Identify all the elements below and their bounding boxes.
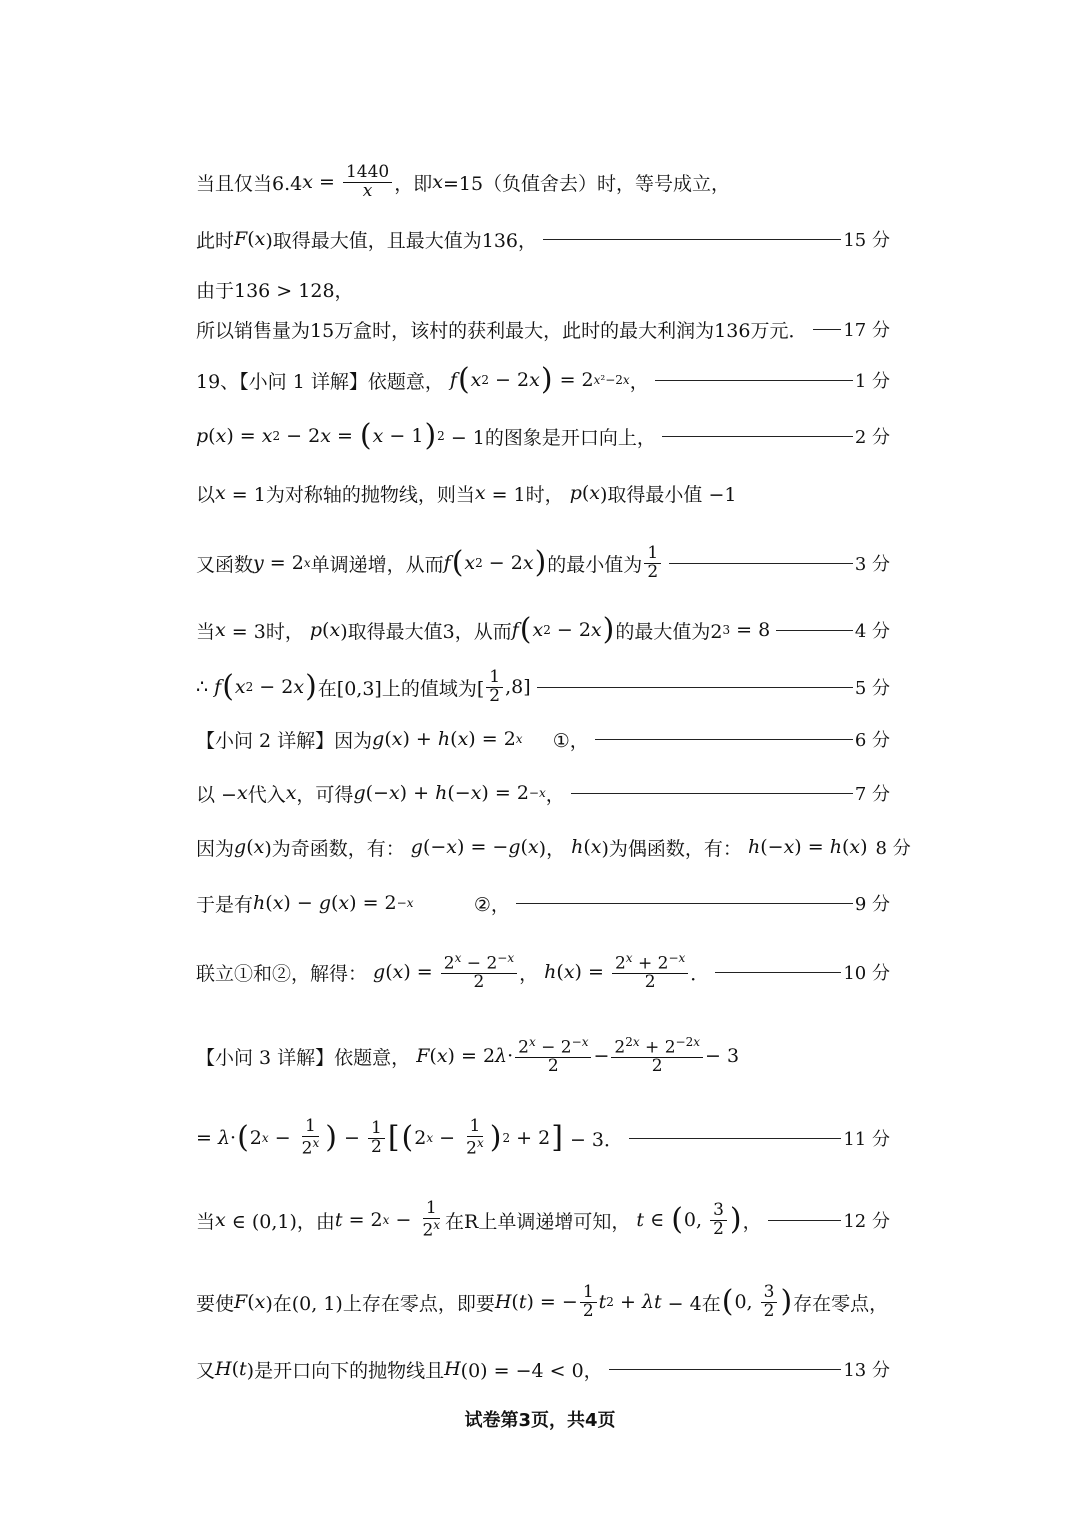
line-text: 【小问 2 详解】因为 g ( x ) + h ( x ) = 2 x ①， — [196, 728, 589, 752]
line-text: = λ · ( 2 x − $\frac{1}{2^x}$ ) − $\frac{1}{2}$ [ ( 2 x − $\frac{1}{2^x}$ ) 2 + 2 ] − 3． — [196, 1115, 623, 1159]
fraction: $\frac{1}{2}$ — [580, 1284, 597, 1321]
solution-line — [196, 722, 890, 756]
line-text: 19、【小问 1 详解】依题意， f ( x 2 − 2 x ) = 2 x²−2x ， — [196, 362, 649, 397]
score-label: 6 分 — [854, 730, 890, 751]
fraction: $\frac{3}{2}$ — [710, 1202, 727, 1239]
score-label: 12 分 — [843, 1211, 890, 1232]
fraction: $\frac{1440}{x}$ — [343, 164, 392, 201]
dotted-leader — [595, 739, 853, 740]
solution-line — [196, 1192, 890, 1248]
solution-line — [196, 830, 911, 864]
line-text: 由于136 > 128， — [196, 279, 354, 302]
dotted-leader — [715, 972, 841, 973]
solution-line — [196, 1274, 890, 1330]
solution-line — [196, 272, 890, 306]
solution-line — [196, 222, 890, 256]
solution-line — [196, 1352, 890, 1386]
line-text: 当 x = 3时， p ( x )取得最大值3，从而 f ( x 2 − 2 x ) 的最大值为2 3 = 8 — [196, 612, 771, 647]
line-text: 【小问 3 详解】依题意， F ( x ) = 2 λ · $\frac{2^x - 2^{-x}}{2}$ − $\frac{2^{2x} + 2^{-2x}}{2}$ − 3 — [196, 1034, 740, 1077]
solution-line — [196, 158, 890, 206]
score-label: 1 分 — [854, 371, 890, 392]
solution-line — [196, 886, 890, 920]
line-text: 以 x = 1为对称轴的抛物线，则当 x = 1时， p ( x )取得最小值 −1 — [196, 482, 737, 506]
line-text: 当 x ∈ (0,1)，由 t = 2 x − $\frac{1}{2^x}$ 在R上单调递增可知， t ∈ ( 0, $\frac{3}{2}$ ) ， — [196, 1197, 762, 1241]
score-label: 15 分 — [843, 230, 890, 251]
score-label: 5 分 — [854, 678, 890, 699]
score-label: 3 分 — [854, 554, 890, 575]
solution-line — [196, 476, 890, 510]
dotted-leader — [543, 239, 841, 240]
solution-line — [196, 944, 890, 1000]
fraction: $\frac{1}{2^x}$ — [422, 1197, 441, 1241]
score-label: 2 分 — [854, 427, 890, 448]
line-text: 以 − x 代入 x ，可得 g (− x ) + h (− x ) = 2 −x ， — [196, 782, 565, 806]
dotted-leader — [629, 1138, 841, 1139]
fraction: $\frac{1}{2^x}$ — [466, 1115, 484, 1159]
fraction: $\frac{1}{2^x}$ — [301, 1115, 320, 1159]
page-footer: 试卷第3页，共4页 — [464, 1410, 616, 1431]
solution-line — [196, 416, 890, 456]
dotted-leader — [768, 1220, 842, 1221]
dotted-leader — [655, 380, 853, 381]
dotted-leader — [571, 793, 853, 794]
solution-line — [196, 536, 890, 590]
fraction: $\frac{2^x - 2^{-x}}{2}$ — [441, 952, 517, 992]
line-text: 因为 g ( x )为奇函数，有： g (− x ) = − g ( x )， h ( x )为偶函数，有： h (− x ) = h ( x ) — [196, 836, 868, 860]
solution-line — [196, 360, 890, 400]
line-text: 又函数 y = 2 x 单调递增，从而 f ( x 2 − 2 x ) 的最小值为 $\frac{1}{2}$ — [196, 545, 663, 582]
dotted-leader — [776, 630, 853, 631]
line-text: 当且仅当6.4 x = $\frac{1440}{x}$ ，即 x =15（负值舍去）时，等号成立， — [196, 161, 731, 201]
line-text: 所以销售量为15万盒时，该村的获利最大，此时的最大利润为136万元． — [196, 319, 808, 342]
solution-line — [196, 660, 890, 714]
score-label: 4 分 — [854, 621, 890, 642]
dotted-leader — [516, 903, 853, 904]
line-text: 联立①和②，解得： g ( x ) = $\frac{2^x - 2^{-x}}{2}$ ， h ( x ) = $\frac{2^x + 2^{-x}}{2}$ ． — [196, 950, 710, 993]
score-label: 7 分 — [854, 784, 890, 805]
score-label: 11 分 — [843, 1129, 890, 1150]
solution-line — [196, 312, 890, 346]
fraction: $\frac{1}{2}$ — [486, 669, 503, 706]
score-label: 17 分 — [843, 320, 890, 341]
score-label: 9 分 — [854, 894, 890, 915]
score-label: 10 分 — [843, 963, 890, 984]
solution-line — [196, 1028, 890, 1084]
dotted-leader — [662, 436, 853, 437]
solution-line — [196, 610, 890, 650]
line-text: 又 H ( t )是开口向下的抛物线且 H (0) = −4 < 0， — [196, 1358, 603, 1382]
solution-line — [196, 1108, 890, 1168]
fraction: $\frac{1}{2}$ — [644, 545, 661, 582]
fraction: $\frac{2^{2x} + 2^{-2x}}{2}$ — [611, 1036, 703, 1076]
dotted-leader — [609, 1369, 842, 1370]
fraction: $\frac{3}{2}$ — [761, 1284, 778, 1321]
line-text: 要使 F ( x )在(0, 1)上存在零点，即要 H ( t ) = − $\frac{1}{2}$ t 2 + λt − 4在 ( 0, $\frac{3}{2}$ ) 存在零点， — [196, 1281, 889, 1321]
fraction: $\frac{2^x + 2^{-x}}{2}$ — [612, 952, 688, 992]
score-label: 8 分 — [875, 838, 911, 859]
line-text: 此时 F ( x )取得最大值，且最大值为136， — [196, 228, 538, 252]
fraction: $\frac{2^x - 2^{-x}}{2}$ — [515, 1036, 591, 1076]
dotted-leader — [669, 563, 853, 564]
dotted-leader — [537, 687, 853, 688]
line-text: p ( x ) = x 2 − 2 x = ( x − 1 ) 2 − 1的图象是开口向上， — [196, 418, 656, 453]
dotted-leader — [813, 329, 841, 330]
line-text: 于是有 h ( x ) − g ( x ) = 2 −x ②， — [196, 892, 510, 916]
solution-line — [196, 776, 890, 810]
fraction: $\frac{1}{2}$ — [368, 1120, 385, 1157]
line-text: ∴ f ( x 2 − 2 x ) 在[0,3]上的值域为[ $\frac{1}{2}$ ,8] — [196, 666, 531, 706]
score-label: 13 分 — [843, 1360, 890, 1381]
